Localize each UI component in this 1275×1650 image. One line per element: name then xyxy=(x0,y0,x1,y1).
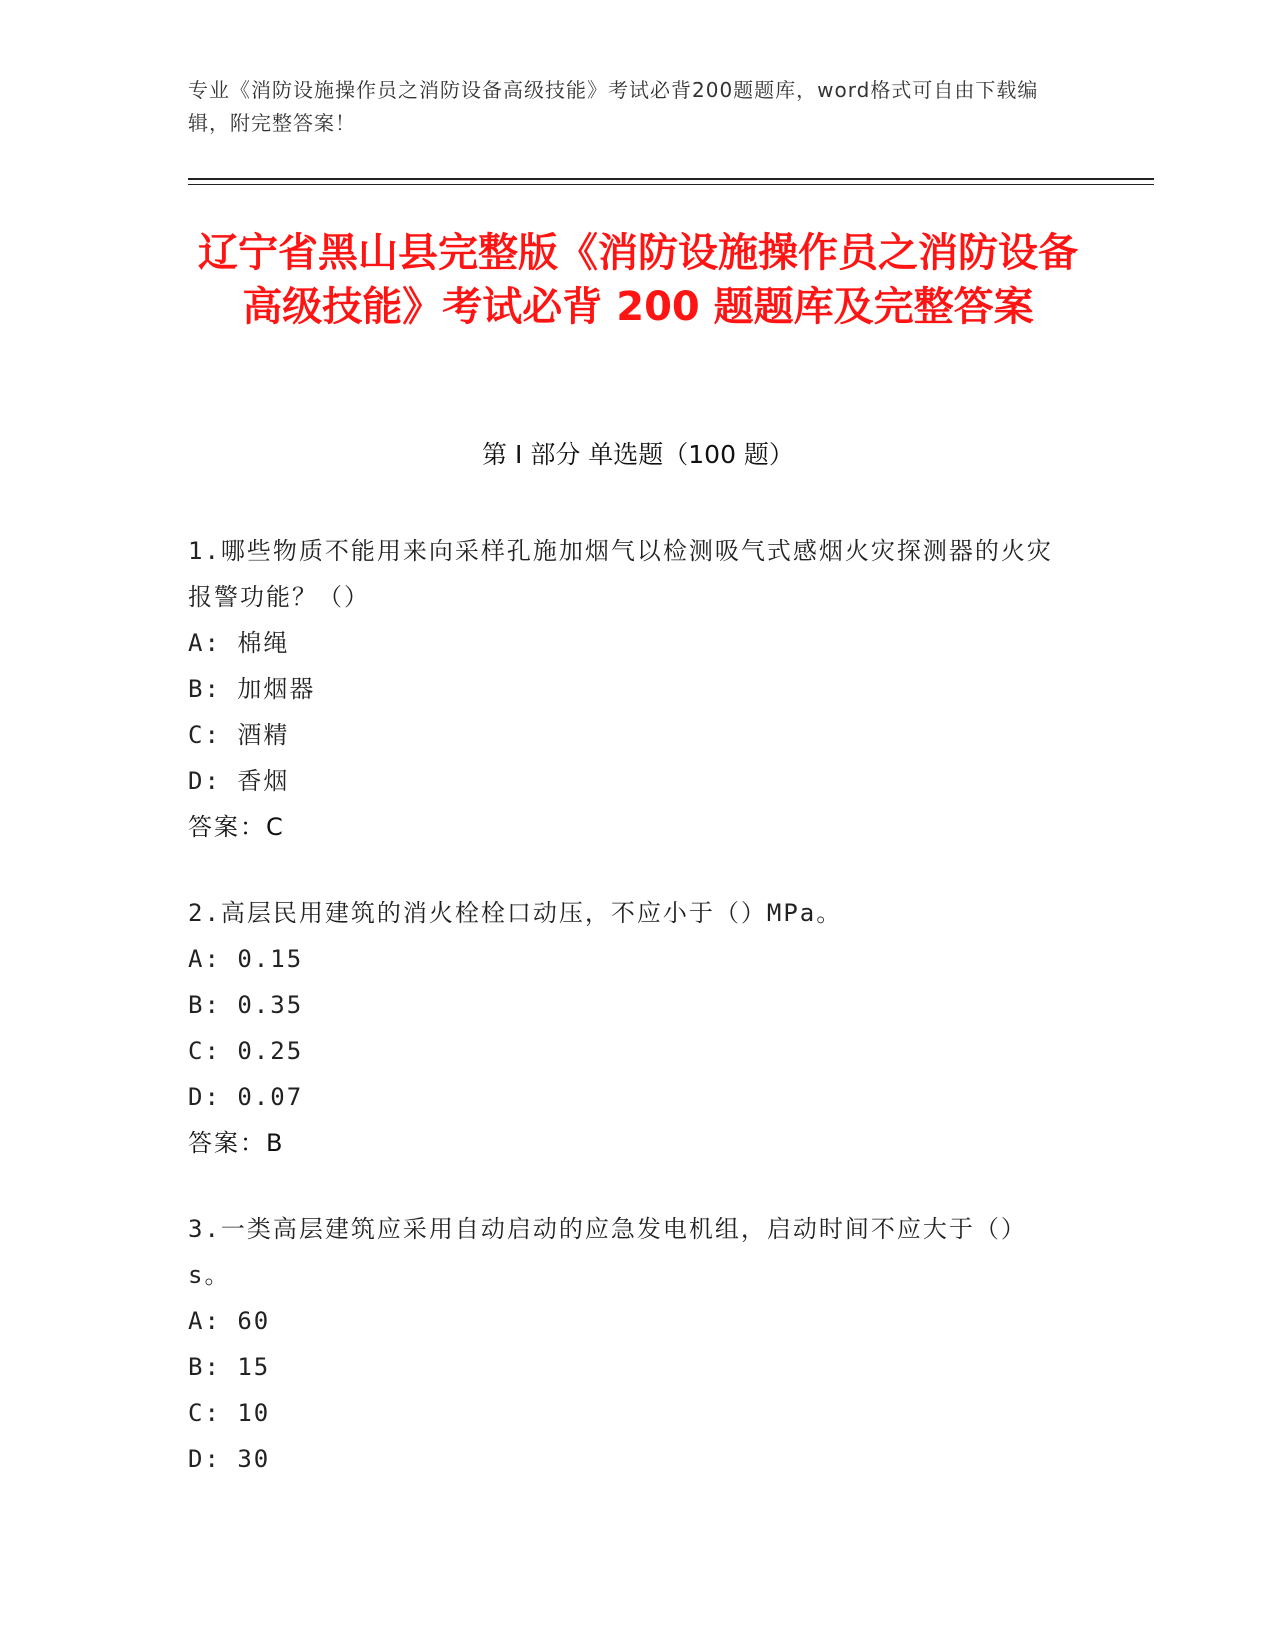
option-b: B: 0.35 xyxy=(188,991,304,1019)
question-stem: 1.哪些物质不能用来向采样孔施加烟气以检测吸气式感烟火灾探测器的火灾报警功能？（） xyxy=(188,537,1053,611)
question-item xyxy=(188,1206,1068,1482)
option-d: D: 香烟 xyxy=(188,767,290,795)
question-item xyxy=(188,528,1068,850)
option-b: B: 15 xyxy=(188,1353,271,1381)
option-c: C: 0.25 xyxy=(188,1037,304,1065)
header-note: 专业《消防设施操作员之消防设备高级技能》考试必背200题题库，word格式可自由下载编辑，附完整答案！ xyxy=(188,78,1039,135)
question-list xyxy=(188,528,1068,1522)
option-d: D: 0.07 xyxy=(188,1083,304,1111)
option-a: A: 60 xyxy=(188,1307,271,1335)
section-title: 第 I 部分 单选题（100 题） xyxy=(482,440,794,469)
question-stem: 2.高层民用建筑的消火栓栓口动压，不应小于（）MPa。 xyxy=(188,899,843,927)
option-c: C: 10 xyxy=(188,1399,271,1427)
option-b: B: 加烟器 xyxy=(188,675,316,703)
question-answer: 答案：B xyxy=(188,1129,285,1157)
option-c: C: 酒精 xyxy=(188,721,290,749)
option-a: A: 0.15 xyxy=(188,945,304,973)
question-answer: 答案：C xyxy=(188,813,285,841)
question-stem: 3.一类高层建筑应采用自动启动的应急发电机组，启动时间不应大于（）s。 xyxy=(188,1215,1027,1289)
option-a: A: 棉绳 xyxy=(188,629,290,657)
document-title: 辽宁省黑山县完整版《消防设施操作员之消防设备高级技能》考试必背 200 题题库及完整答案 xyxy=(198,230,1078,330)
header-rule-thin xyxy=(188,184,1154,185)
header-rule-thick xyxy=(188,178,1154,180)
question-item xyxy=(188,890,1068,1166)
option-d: D: 30 xyxy=(188,1445,271,1473)
